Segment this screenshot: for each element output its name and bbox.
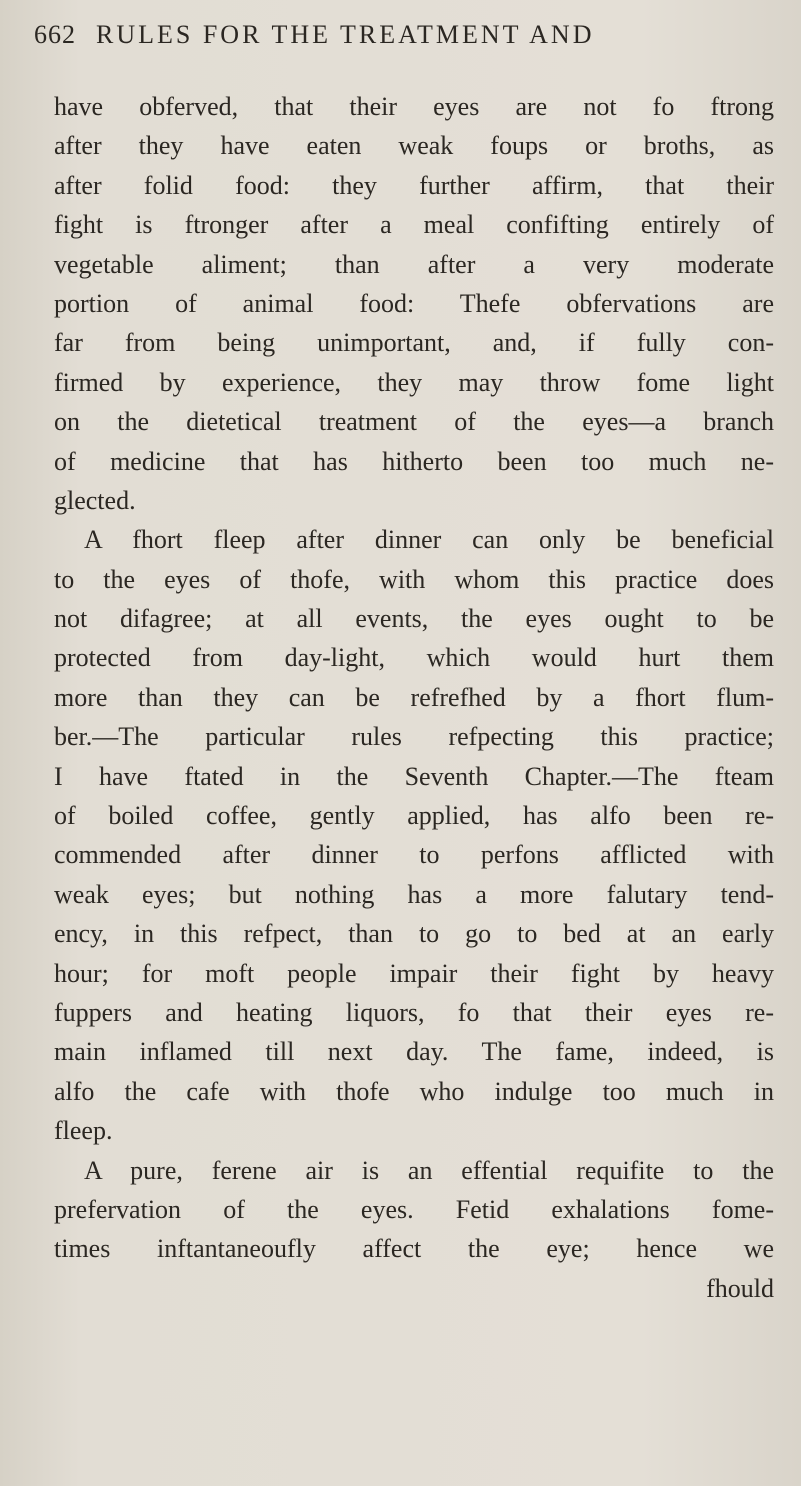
text-line: after they have eaten weak foups or broths, as — [54, 131, 774, 161]
text-line: glected. — [54, 485, 136, 515]
text-line: have obferved, that their eyes are not fo ftrong — [54, 92, 774, 121]
text-line: A fhort fleep after dinner can only be beneficial — [84, 525, 774, 555]
text-line: main inflamed till next day. The fame, indeed, is — [54, 1037, 774, 1067]
text-line: portion of animal food: Thefe obfervations are — [54, 288, 774, 318]
text-line: A pure, ferene air is an effential requifite to the — [84, 1155, 774, 1185]
text-line: ber.—The particular rules refpecting this practice; — [54, 722, 774, 752]
text-line: of boiled coffee, gently applied, has alfo been re- — [54, 801, 774, 831]
text-line: after folid food: they further affirm, that their — [54, 170, 774, 200]
text-line: vegetable aliment; than after a very moderate — [54, 249, 774, 279]
text-line: on the dietetical treatment of the eyes—a branch — [54, 407, 774, 437]
text-line: times inftantaneoufly affect the eye; hence we — [54, 1234, 774, 1264]
text-line: firmed by experience, they may throw fome light — [54, 367, 774, 397]
page-header — [34, 20, 774, 60]
text-line: ency, in this refpect, than to go to bed at an early — [54, 919, 774, 949]
text-line: more than they can be refrefhed by a fhort flum- — [54, 682, 774, 712]
text-line: protected from day-light, which would hurt them — [54, 643, 774, 673]
text-line: prefervation of the eyes. Fetid exhalations fome- — [54, 1194, 774, 1224]
text-line: to the eyes of thofe, with whom this practice does — [54, 564, 774, 594]
page-number: 662 — [34, 20, 76, 49]
text-line: far from being unimportant, and, if fully con- — [54, 328, 774, 358]
text-line: hour; for moft people impair their fight by heavy — [54, 958, 774, 988]
body-text — [54, 87, 774, 1308]
text-line: of medicine that has hitherto been too much ne- — [54, 446, 774, 476]
text-line: fight is ftronger after a meal confifting entirely of — [54, 210, 774, 240]
text-line: I have ftated in the Seventh Chapter.—The fteam — [54, 761, 774, 791]
text-line: alfo the cafe with thofe who indulge too much in — [54, 1076, 774, 1106]
catchword: fhould — [706, 1273, 774, 1303]
text-line: not difagree; at all events, the eyes ought to be — [54, 604, 774, 634]
text-line: fuppers and heating liquors, fo that their eyes re- — [54, 997, 774, 1027]
text-line: commended after dinner to perfons afflicted with — [54, 840, 774, 870]
text-line: fleep. — [54, 1116, 113, 1146]
running-head: RULES FOR THE TREATMENT AND — [96, 20, 595, 49]
text-line: weak eyes; but nothing has a more falutary tend- — [54, 879, 774, 909]
